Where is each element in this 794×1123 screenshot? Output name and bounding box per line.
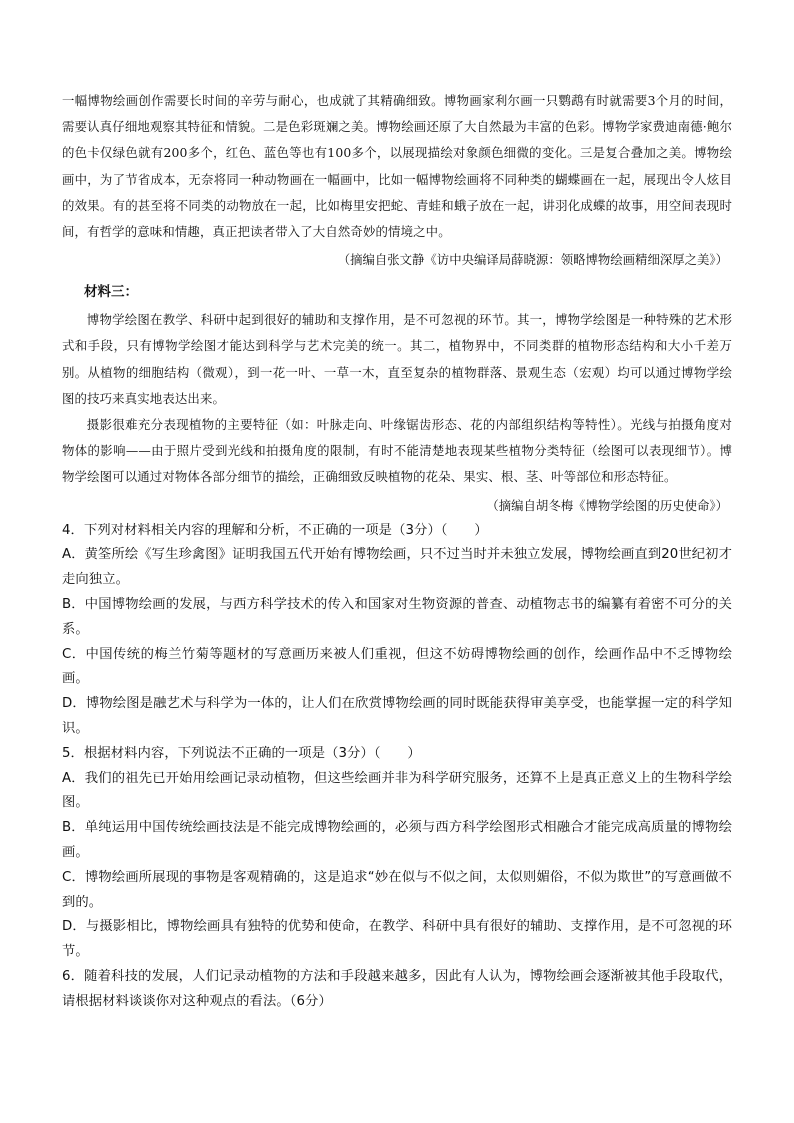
- material-three-heading: 材料三：: [84, 284, 138, 301]
- question-4-option-c[interactable]: C．中国传统的梅兰竹菊等题材的写意画历来被人们重视，但这不妨碍博物绘画的创作，绘画作品中不乏博物绘画。: [62, 646, 732, 687]
- material-three-paragraph-1: 博物学绘图在教学、科研中起到很好的辅助和支撑作用，是不可忽视的环节。其一，博物学绘图是一种特殊的艺术形式和手段，只有博物学绘图才能达到科学与艺术完美的统一。其二，植物界中，不同类群的植物形态结构和大小千差万别。从植物的细胞结构（微观），到一花一叶、一草一木，直至复杂的植物群落、景观生态（宏观）均可以通过博物学绘图的技巧来真实地表达出来。: [62, 312, 732, 406]
- question-5-option-c[interactable]: C．博物绘画所展现的事物是客观精确的，这是追求“妙在似与不似之间，太似则媚俗，不似为欺世”的写意画做不到的。: [62, 869, 732, 910]
- material-three-source: （摘编自胡冬梅《博物学绘图的历史使命》）: [486, 497, 728, 513]
- material-three-paragraph-2: 摄影很难充分表现植物的主要特征（如：叶脉走向、叶缘锯齿形态、花的内部组织结构等特性）。光线与拍摄角度对物体的影响——由于照片受到光线和拍摄角度的限制，有时不能清楚地表现某些植物分类特征（绘图可以表现细节）。博物学绘图可以通过对物体各部分细节的描绘，正确细致反映植物的花朵、果实、根、茎、叶等部位和形态特征。: [62, 417, 732, 485]
- question-4-option-b[interactable]: B．中国博物绘画的发展，与西方科学技术的传入和国家对生物资源的普查、动植物志书的编纂有着密不可分的关系。: [62, 597, 732, 637]
- question-4-option-a[interactable]: A．黄筌所绘《写生珍禽图》证明我国五代开始有博物绘画，只不过当时并未独立发展，博物绘画直到20世纪初才走向独立。: [62, 547, 732, 588]
- question-5-option-b[interactable]: B．单纯运用中国传统绘画技法是不能完成博物绘画的，必须与西方科学绘图形式相融合才能完成高质量的博物绘画。: [62, 820, 732, 860]
- question-4-option-d[interactable]: D．博物绘图是融艺术与科学为一体的，让人们在欣赏博物绘画的同时既能获得审美享受，也能掌握一定的科学知识。: [62, 696, 732, 737]
- material-three: [62, 279, 732, 518]
- material-two-paragraph: 一幅博物绘画创作需要长时间的辛劳与耐心，也成就了其精确细致。博物画家利尔画一只鹦鹉有时就需要3个月的时间，需要认真仔细地观察其特征和情貌。二是色彩斑斓之美。博物绘画还原了大自然最为丰富的色彩。博物学家费迪南德·鲍尔的色卡仅绿色就有200多个，红色、蓝色等也有100多个，以展现描绘对象颜色细微的变化。三是复合叠加之美。博物绘画中，为了节省成本，无奈将同一种动物画在一幅画中，比如一幅博物绘画将不同种类的蝴蝶画在一起，展现出令人炫目的效果。有的甚至将不同类的动物放在一起，比如梅里安把蛇、青蛙和蛾子放在一起，讲羽化成蝶的故事，用空间表现时间，有哲学的意味和情趣，真正把读者带入了大自然奇妙的情境之中。: [62, 93, 732, 240]
- question-6: [62, 965, 732, 1015]
- material-two-source: （摘编自张文静《访中央编译局薛晓源：领略博物绘画精细深厚之美》）: [337, 252, 728, 268]
- question-4: [62, 519, 732, 742]
- question-4-stem: 4．下列对材料相关内容的理解和分析，不正确的一项是（3分）（ ）: [62, 522, 488, 538]
- question-5-option-a[interactable]: A．我们的祖先已开始用绘画记录动植物，但这些绘画并非为科学研究服务，还算不上是真正意义上的生物科学绘图。: [62, 770, 732, 811]
- question-5: [62, 742, 732, 965]
- question-6-stem: 6．随着科技的发展，人们记录动植物的方法和手段越来越多，因此有人认为，博物绘画会逐渐被其他手段取代，请根据材料谈谈你对这种观点的看法。（6分）: [62, 968, 732, 1009]
- question-5-option-d[interactable]: D．与摄影相比，博物绘画具有独特的优势和使命，在教学、科研中具有很好的辅助、支撑作用，是不可忽视的环节。: [62, 919, 732, 960]
- material-two-tail: [62, 88, 732, 273]
- question-5-stem: 5．根据材料内容，下列说法不正确的一项是（3分）（ ）: [62, 745, 421, 761]
